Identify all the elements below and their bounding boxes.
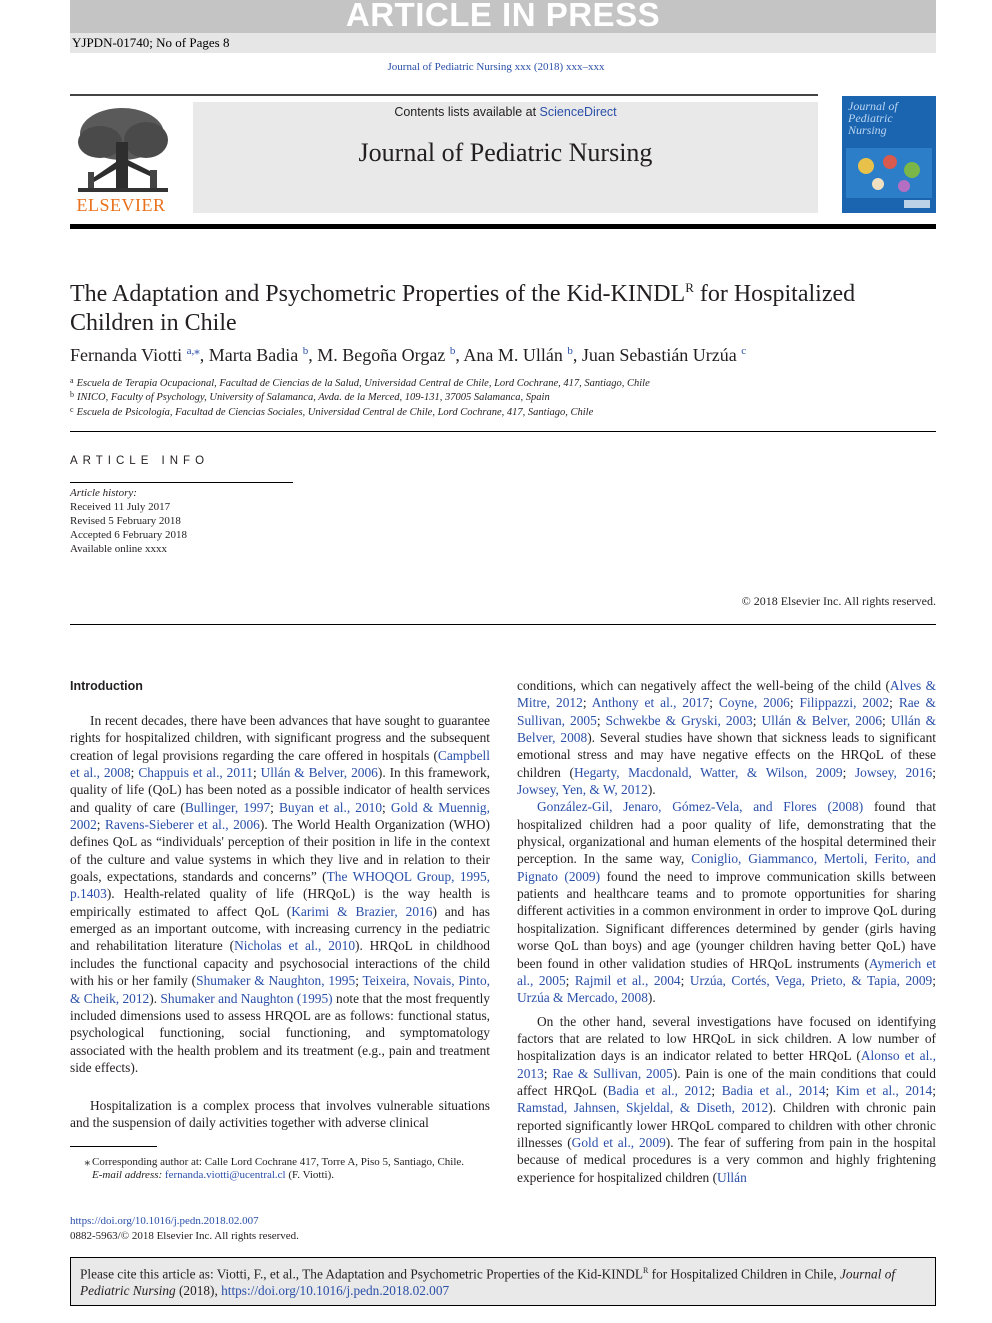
paragraph-text: ). [647, 782, 656, 798]
paragraph-text: ; [752, 712, 762, 728]
manuscript-bar [70, 33, 936, 53]
article-in-press-label: ARTICLE IN PRESS [345, 0, 661, 33]
sciencedirect-link[interactable]: ScienceDirect [539, 105, 617, 119]
paragraph-text: ). The World Health Organization (WHO) defines QoL as “individuals' perception of their position in life in the context of the culture and value systems in which they live and in relation to their goals, expectations, standards and concerns” ( [70, 817, 490, 885]
citation-link[interactable]: Schwekbe & Gryski, 2003 [605, 712, 753, 728]
paragraph-text: found the need to improve communication skills between patients and healthcare teams and to promote opportunities for sharing different activities in a common environment in order to improve QoL during hospitalization. Significant differences determined by gender (girls having worse QoL than boys) and age (younger children having better QoL) have been found in other validation studies of HRQoL instruments ( [517, 868, 936, 971]
section-divider [70, 431, 936, 432]
paragraph-text: ; [355, 973, 363, 989]
citation-link[interactable]: Ullán & Belver, 2008 [517, 712, 937, 746]
citation-box [70, 1257, 936, 1306]
paragraph-text: ; [382, 799, 391, 815]
citation-link[interactable]: Shumaker and Naughton (1995) [160, 990, 333, 1006]
article-history-label: Article history: [70, 487, 137, 499]
paragraph-text: ; [932, 1082, 936, 1098]
paragraph [70, 1097, 490, 1132]
article-in-press-banner [70, 0, 936, 33]
author[interactable]: Juan Sebastián Urzúa $^c$ [581, 345, 747, 365]
article-info-heading: ARTICLE INFO [70, 455, 210, 467]
introduction-heading: Introduction [70, 679, 143, 693]
citation-link[interactable]: Ravens-Sieberer et al., 2006 [105, 817, 260, 833]
contents-available-line [193, 105, 818, 119]
paragraph [70, 712, 490, 1076]
issn-line: 0882-5963/© 2018 Elsevier Inc. All rights reserved. [70, 1230, 299, 1242]
author[interactable]: Fernanda Viotti $^{a,⁎}$ [70, 345, 200, 365]
citation-link[interactable]: Ramstad, Jahnsen, Skjeldal, & Diseth, 2012 [517, 1100, 769, 1116]
paragraph-text: ; [565, 972, 575, 988]
article-title: The Adaptation and Psychometric Properties of the Kid-$KINDL^R$ for Hospitalized Children in Chile [70, 280, 856, 336]
paragraph-text: ). Several studies have shown that sickness leads to significant emotional stress and may have negative effects on the HRQoL of these children ( [517, 730, 936, 780]
paragraph-text: ). In this framework, quality of life (QoL) has been noted as a possible indicator of health services and quality of care ( [70, 765, 491, 815]
author-list: Fernanda Viotti $^{a,⁎}$, Marta Badia $^b$, M. Begoña Orgaz $^b$, Ana M. Ullán $^b$, Juan Sebastián Urzúa $^c$ [70, 345, 747, 365]
paragraph-text: ). Health-related quality of life (HRQoL) is the way health is empirically estimated to affect QoL ( [70, 886, 490, 919]
citation-link[interactable]: Urzúa, Cortés, Vega, Prieto, & Tapia, 2009 [689, 972, 933, 988]
journal-cover-image[interactable] [842, 96, 936, 213]
citation-link[interactable]: Ullán & Belver, 2006 [260, 765, 378, 781]
citation-link[interactable]: The WHOQOL Group, 1995, p.1403 [70, 869, 490, 902]
paragraph-text: ). HRQoL in childhood includes the functional capacity and psychosocial interactions of the child with his or her family ( [70, 938, 490, 989]
paragraph-text: ). The fear of suffering from pain in the hospital because of medical procedures is a very common and highly frightening experience for hospitalized children ( [517, 1134, 936, 1185]
paragraph-text: ; [882, 712, 891, 728]
paragraph-text: ). [647, 990, 656, 1006]
citation-link[interactable]: Anthony et al., 2017 [591, 695, 710, 711]
email-link[interactable]: fernanda.viotti@ucentral.cl [164, 1169, 286, 1181]
affiliation-c: $^c$ Escuela de Psicología, Facultad de Ciencias Sociales, Universidad Central de Chile, Lord Cochrane, 417, Santiago, Chile [70, 405, 594, 418]
paragraph-text: ; [709, 695, 719, 711]
paragraph-text: Hospitalization is a complex process that involves vulnerable situations and the suspension of daily activities together with adverse clinical [70, 1098, 490, 1131]
author[interactable]: Marta Badia $^b$ [208, 345, 309, 365]
copyright-notice: © 2018 Elsevier Inc. All rights reserved. [741, 594, 936, 608]
citation-link[interactable]: Alonso et al., 2013 [517, 1048, 937, 1081]
citation-link[interactable]: Gold & Muennig, 2002 [70, 799, 490, 833]
citation-link[interactable]: Urzúa & Mercado, 2008 [517, 990, 648, 1006]
journal-title: Journal of Pediatric Nursing [358, 138, 653, 167]
email-note: E-mail address: fernanda.viotti@ucentral.cl (F. Viotti). [92, 1169, 334, 1181]
citation-link[interactable]: Kim et al., 2014 [835, 1082, 933, 1098]
citation-link[interactable]: Nicholas et al., 2010 [234, 938, 356, 954]
paragraph [517, 1013, 936, 1186]
citation-link[interactable]: Aymerich et al., 2005 [517, 955, 937, 988]
elsevier-wordmark: ELSEVIER [76, 195, 166, 215]
author[interactable]: Ana M. Ullán $^b$ [463, 345, 573, 365]
cover-artwork [842, 96, 936, 213]
citation-doi-link[interactable]: https://doi.org/10.1016/j.pedn.2018.02.007 [221, 1283, 450, 1299]
citation-link[interactable]: Campbell et al., 2008 [70, 747, 490, 781]
paragraph-text: note that the most frequently included dimensions used to assess HRQOL are as follows: functional status, psychological functioning, social functioning, and symptomatology associated with the health problem and its treatment (e.g., pain and treatment side effects). [70, 990, 490, 1075]
paragraph-text: ). Pain is one of the main conditions that could affect HRQoL ( [517, 1065, 936, 1098]
paragraph-text: ). Children with chronic pain reported significantly lower HRQoL compared to children with other chronic illnesses ( [517, 1100, 936, 1150]
paragraph-text: found that hospitalized children had a poor quality of life, demonstrating that the physical, organizational and human elements of the hospital determined their perception. In the same way, [517, 799, 937, 867]
body-column-right [517, 677, 936, 1186]
author[interactable]: M. Begoña Orgaz $^b$ [317, 345, 456, 365]
doi-link[interactable]: https://doi.org/10.1016/j.pedn.2018.02.007 [70, 1215, 259, 1227]
citation-link[interactable]: Alves & Mitre, 2012 [517, 678, 936, 711]
citation-link[interactable]: González-Gil, Jenaro, Gómez-Vela, and Flores (2008) [537, 799, 864, 815]
paragraph-text: conditions, which can negatively affect the well-being of the child ( [517, 678, 890, 693]
paragraph-text: ; [711, 1082, 722, 1098]
paragraph-text: ; [252, 765, 261, 781]
revised-date: Revised 5 February 2018 [70, 515, 181, 527]
citation-link[interactable]: Ullán [717, 1169, 747, 1185]
paragraph-text: ) and has emerged as an important outcome, with increasing currency in the pediatric and rehabilitation literature ( [70, 903, 490, 954]
paragraph [517, 677, 936, 798]
section-divider [70, 624, 936, 625]
paragraph-text: ; [130, 765, 139, 781]
citation-link[interactable]: Rae & Sullivan, 2005 [517, 695, 936, 728]
affiliation-b: $^b$ INICO, Faculty of Psychology, University of Salamanca, Avda. de la Merced, 109-131, 37005 Salamanca, Spain [70, 390, 550, 403]
paragraph-text: ; [680, 972, 690, 988]
affiliation-a: $^a$ Escuela de Terapia Ocupacional, Facultad de Ciencias de la Salud, Universidad Central de Chile, Lord Cochrane, 417, Santiago, Chile [70, 376, 650, 389]
paragraph-text: ; [825, 1082, 836, 1098]
citation-link[interactable]: Jowsey, Yen, & W, 2012 [517, 782, 648, 798]
paragraph-text: In recent decades, there have been advances that have sought to guarantee rights for hospitalized children, with significant progress and the subsequent creation of legal provisions regarding the care offered in hospitals ( [70, 713, 490, 763]
available-online: Available online xxxx [70, 543, 167, 555]
paragraph-text: ; [270, 799, 279, 815]
received-date: Received 11 July 2017 [70, 501, 171, 513]
citation-link[interactable]: Shumaker & Naughton, 1995 [196, 973, 356, 989]
citation-link[interactable]: Ullán & Belver, 2006 [761, 712, 883, 728]
citation-link[interactable]: Rajmil et al., 2004 [574, 972, 681, 988]
paragraph-text: ; [932, 764, 936, 780]
article-info-rule [70, 482, 293, 483]
paragraph-text: ; [889, 695, 899, 711]
citation-link[interactable]: Coyne, 2006 [718, 695, 790, 711]
citation-link[interactable]: Teixeira, Novais, Pinto, & Cheik, 2012 [70, 973, 490, 1006]
citation-link[interactable]: Filippazzi, 2002 [799, 695, 890, 711]
corresponding-author-note: ⁎ Corresponding author at: Calle Lord Cochrane 417, Torre A, Piso 5, Santiago, Chile. [84, 1156, 465, 1168]
citation-link[interactable]: Hegarty, Macdonald, Watter, & Wilson, 2009 [573, 764, 843, 780]
paragraph-text: ; [596, 712, 606, 728]
contents-prefix: Contents lists available at [394, 105, 540, 119]
citation-link[interactable]: Coniglio, Giammanco, Mertoli, Ferito, and Pignato (2009) [517, 851, 936, 884]
accepted-date: Accepted 6 February 2018 [70, 529, 187, 541]
paragraph-text: On the other hand, several investigations have focused on identifying factors that are related to low HRQoL in sick children. A low number of hospitalization days is an indicator related to better HRQoL ( [517, 1013, 936, 1064]
paragraph-text: ; [543, 1065, 553, 1081]
citation-link[interactable]: Karimi & Brazier, 2016 [291, 903, 433, 919]
journal-reference-link[interactable]: Journal of Pediatric Nursing xxx (2018) xxx–xxx [387, 61, 605, 73]
paragraph-text: ; [789, 695, 800, 711]
citation-link[interactable]: Bullinger, 1997 [184, 799, 271, 815]
body-column-left [70, 712, 490, 1076]
body-column-left-continued [70, 1097, 490, 1132]
citation-text: Please cite this article as: Viotti, F., et al., The Adaptation and Psychometric Properties of the Kid-$KINDL^R$ for Hospitalized Children in Chile, Journal of Pediatric Nursing (2018), https://doi.org/10.1016/j.pedn.2018.02.007 [80, 1266, 896, 1299]
journal-header-box [193, 102, 818, 213]
citation-link[interactable]: Badia et al., 2012 [607, 1082, 712, 1098]
citation-link[interactable]: Rae & Sullivan, 2005 [552, 1065, 673, 1081]
citation-link[interactable]: Badia et al., 2014 [721, 1082, 826, 1098]
citation-link[interactable]: Chappuis et al., 2011 [138, 765, 253, 781]
citation-link[interactable]: Gold et al., 2009 [571, 1134, 666, 1150]
header-top-rule [70, 94, 818, 96]
paragraph-text: ; [842, 764, 855, 780]
paragraph-text: ; [932, 972, 936, 988]
cover-title: Journal of Pediatric Nursing [848, 99, 898, 137]
paragraph-text: ; [96, 817, 106, 833]
paragraph-text: ). [149, 990, 161, 1006]
paragraph-text: ; [582, 695, 592, 711]
manuscript-id: YJPDN-01740; No of Pages 8 [72, 35, 230, 50]
citation-link[interactable]: Jowsey, 2016 [854, 764, 933, 780]
paragraph [517, 798, 936, 1006]
footnote-rule [70, 1146, 157, 1147]
citation-link[interactable]: Buyan et al., 2010 [278, 799, 383, 815]
header-thick-rule [70, 224, 936, 229]
